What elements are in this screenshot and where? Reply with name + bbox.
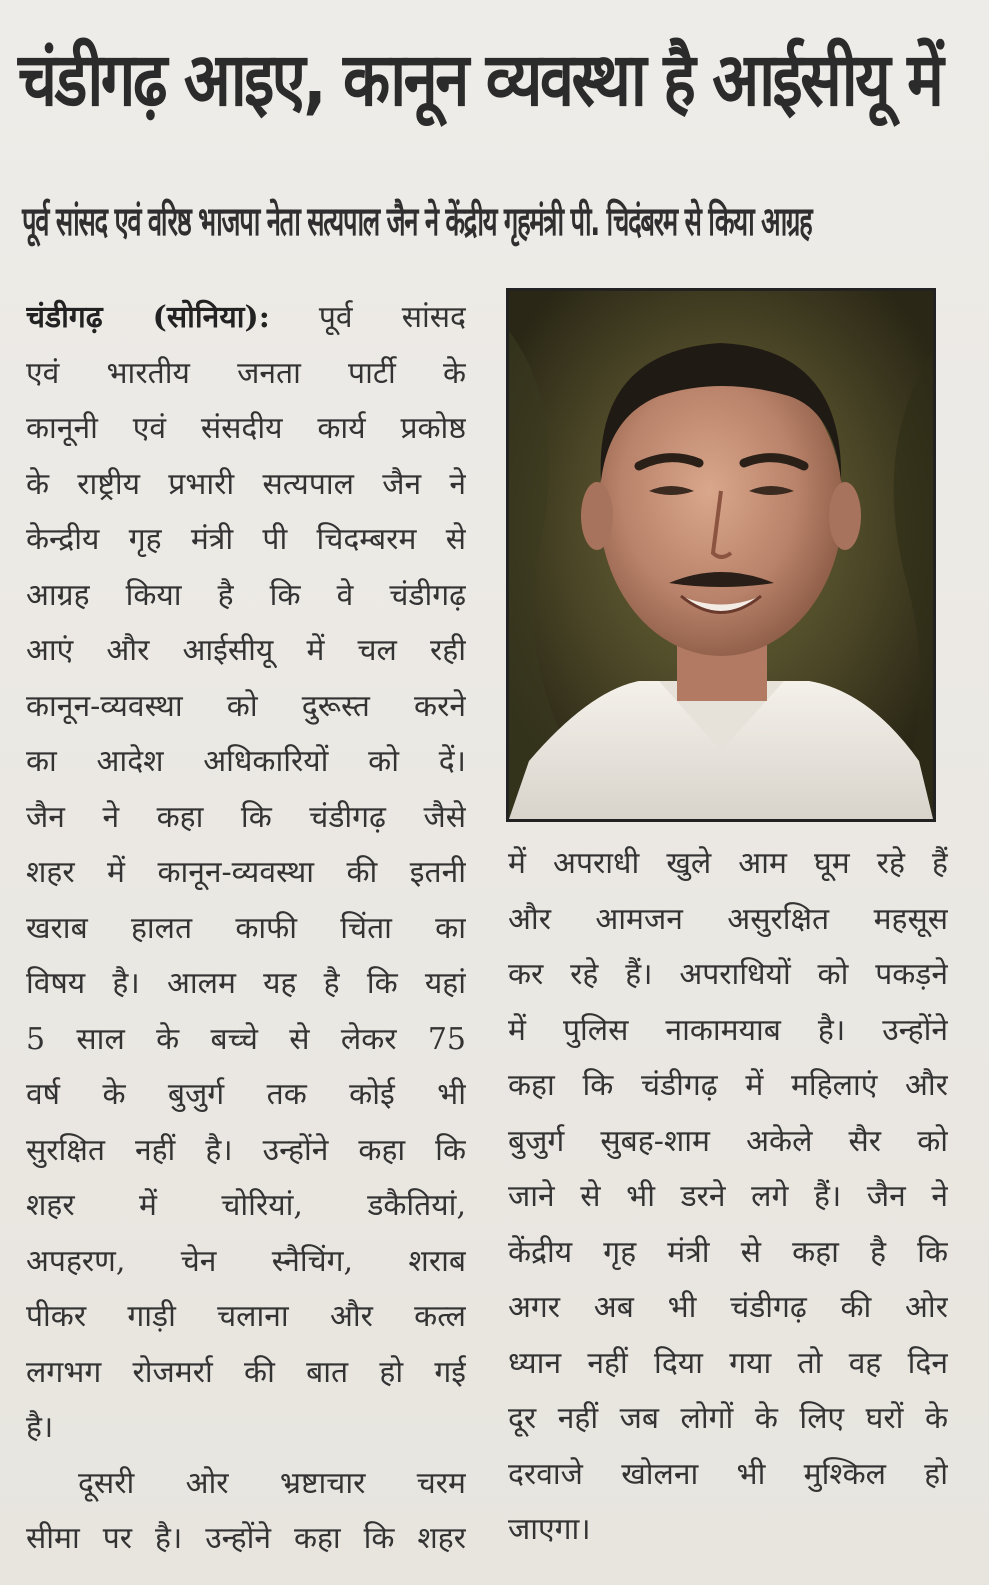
subheadline: पूर्व सांसद एवं वरिष्ठ भाजपा नेता सत्यपाल जैन ने केंद्रीय गृहमंत्री पी. चिदंबरम से किया आग्रह — [22, 199, 812, 245]
article-column-left — [26, 290, 466, 1567]
text-line: और आमजन असुरक्षित महसूस — [508, 901, 948, 937]
text-line: आग्रह किया है कि वे चंडीगढ़ — [26, 577, 466, 613]
text-line: जैन ने कहा कि चंडीगढ़ जैसे — [26, 799, 466, 835]
text-line: लगभग रोजमर्रा की बात हो गई — [26, 1354, 466, 1390]
text-line: के राष्ट्रीय प्रभारी सत्यपाल जैन ने — [26, 466, 466, 502]
portrait-photo — [506, 288, 936, 822]
text-line: कहा कि चंडीगढ़ में महिलाएं और — [508, 1068, 948, 1103]
text-line: दूसरी ओर भ्रष्टाचार चरम — [78, 1465, 466, 1501]
text-line: जाने से भी डरने लगे हैं। जैन ने — [508, 1179, 948, 1214]
text-line: 5 साल के बच्चे से लेकर 75 — [26, 1021, 466, 1057]
text-line: वर्ष के बुजुर्ग तक कोई भी — [26, 1077, 466, 1112]
text-line: कर रहे हैं। अपराधियों को पकड़ने — [508, 957, 948, 992]
text-line: का आदेश अधिकारियों को दें। — [26, 744, 466, 779]
text-line: विषय है। आलम यह है कि यहां — [26, 966, 466, 1001]
text-line: पीकर गाड़ी चलाना और कत्ल — [26, 1299, 466, 1334]
text-line: अपहरण, चेन स्नैचिंग, शराब — [26, 1243, 466, 1279]
text-line: शहर में कानून-व्यवस्था की इतनी — [26, 855, 466, 890]
text-line: में पुलिस नाकामयाब है। उन्होंने — [508, 1012, 948, 1048]
text-line: अगर अब भी चंडीगढ़ की ओर — [508, 1290, 948, 1325]
text-line: में अपराधी खुले आम घूम रहे हैं — [508, 846, 948, 881]
text-line: केंद्रीय गृह मंत्री से कहा है कि — [508, 1234, 948, 1270]
text-line — [26, 290, 466, 346]
portrait-illustration — [509, 291, 933, 819]
text-line: शहर में चोरियां, डकैतियां, — [26, 1188, 466, 1223]
text-line: ध्यान नहीं दिया गया तो वह दिन — [508, 1345, 948, 1381]
text-line: दूर नहीं जब लोगों के लिए घरों के — [508, 1401, 948, 1436]
text-line: सीमा पर है। उन्होंने कहा कि शहर — [26, 1521, 466, 1556]
text-line: सुरक्षित नहीं है। उन्होंने कहा कि — [26, 1132, 466, 1168]
text-line: आएं और आईसीयू में चल रही — [26, 633, 466, 668]
text-line: दरवाजे खोलना भी मुश्किल हो — [508, 1456, 948, 1492]
text-line-fragment: पूर्व सांसद — [318, 300, 466, 335]
text-line: केन्द्रीय गृह मंत्री पी चिदम्बरम से — [26, 522, 466, 557]
dateline: चंडीगढ़ (सोनिया): — [26, 300, 270, 335]
text-line: कानूनी एवं संसदीय कार्य प्रकोष्ठ — [26, 411, 466, 446]
text-line: एवं भारतीय जनता पार्टी के — [26, 355, 466, 391]
text-line: खराब हालत काफी चिंता का — [26, 910, 466, 946]
text-line: जाएगा। — [508, 1512, 591, 1547]
text-line: है। — [26, 1410, 54, 1445]
text-line: कानून-व्यवस्था को दुरूस्त करने — [26, 688, 466, 724]
article-column-right — [508, 836, 948, 1558]
headline: चंडीगढ़ आइए, कानून व्यवस्था है आईसीयू में — [18, 37, 942, 123]
text-line: बुजुर्ग सुबह-शाम अकेले सैर को — [508, 1123, 948, 1159]
